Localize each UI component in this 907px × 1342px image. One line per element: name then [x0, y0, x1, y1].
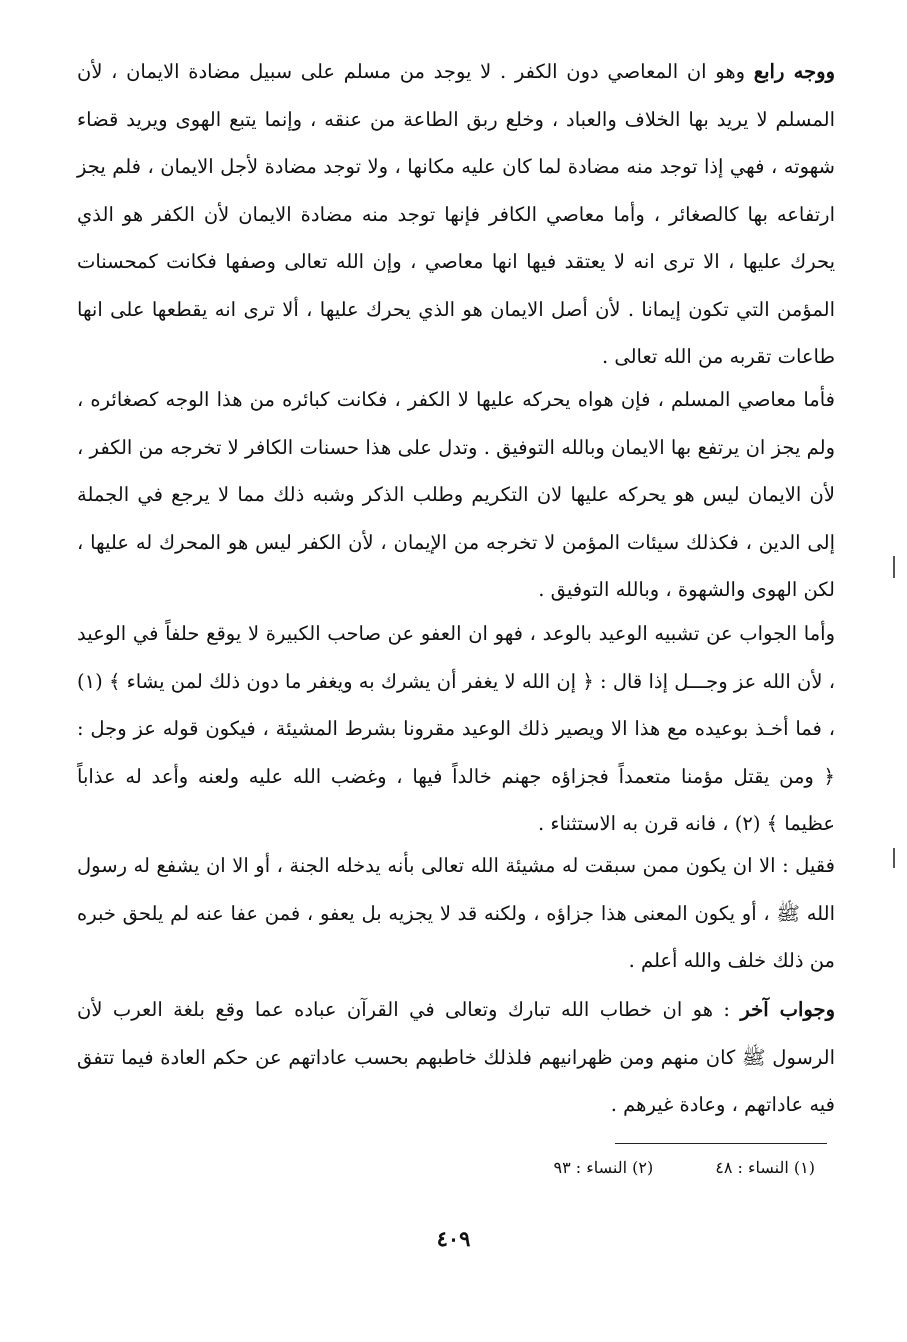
footnote-2: (٢) النساء : ٩٣ — [553, 1158, 654, 1177]
paragraph-5 — [77, 986, 835, 1129]
paragraph-3 — [77, 610, 835, 848]
paragraph-text: فقيل : الا ان يكون ممن سبقت له مشيئة الله تعالى بأنه يدخله الجنة ، أو الا ان يشفع له رسول الله ﷺ ، أو يكون المعنى هذا جزاؤه ، ولكنه قد لا يجزيه بل يعفو ، فمن عفا عنه لم يلحق خبره من ذلك خلف والله أعلم . — [77, 854, 835, 972]
footnotes — [554, 1158, 816, 1177]
paragraph-1 — [77, 48, 835, 381]
section-heading-another-answer: وجواب آخر — [740, 998, 835, 1021]
section-heading-fourth-aspect: ووجه رابع — [753, 60, 835, 83]
paragraph-text: وأما الجواب عن تشبيه الوعيد بالوعد ، فهو ان العفو عن صاحب الكبيرة لا يوقع حلفاً في الوعيد ، لأن الله عز وجـــل إذا قال : ﴿ إن الله لا يغفر أن يشرك به ويغفر ما دون ذلك لمن يشاء ﴾ (١) ، فما أخـذ بوعيده مع هذا الا ويصير ذلك الوعيد مقرونا بشرط المشيئة ، فيكون قوله عز وجل : ﴿ ومن يقتل مؤمنا متعمداً فجزاؤه جهنم خالداً فيها ، وغضب الله عليه ولعنه وأعد له عذاباً عظيما ﴾ (٢) ، فانه قرن به الاستثناء . — [77, 622, 835, 835]
margin-mark — [893, 556, 895, 578]
page-number: ٤٠٩ — [436, 1226, 471, 1251]
paragraph-text: فأما معاصي المسلم ، فإن هواه يحركه عليها لا الكفر ، فكانت كبائره من هذا الوجه كصغائره ، ولم يجز ان يرتفع بها الايمان وبالله التوفيق . وتدل على هذا حسنات الكافر لا تخرجه من الكفر ، لأن الايمان ليس هو يحركه عليها لان التكريم وطلب الذكر وشبه ذلك مما لا يرجع في الجملة إلى الدين ، فكذلك سيئات المؤمن لا تخرجه من الإيمان ، لأن الكفر ليس هو المحرك له عليها ، لكن الهوى والشهوة ، وبالله التوفيق . — [77, 388, 835, 601]
paragraph-text: وهو ان المعاصي دون الكفر . لا يوجد من مسلم على سبيل مضادة الايمان ، لأن المسلم لا يريد بها الخلاف والعباد ، وخلع ربق الطاعة من عنقه ، وإنما يتبع الهوى ويريد قضاء شهوته ، فهي إذا توجد منه مضادة لما كان عليه مكانها ، ولا توجد مضادة لأجل الايمان ، فلم يجز ارتفاعه بها كالصغائر ، وأما معاصي الكافر فإنها توجد منه مضادة الايمان لأن الكفر هو الذي يحرك عليها ، الا ترى انه لا يعتقد فيها انها معاصي ، وإن الله تعالى وصفها فكانت كمحسنات المؤمن التي تكون إيمانا . لأن أصل الايمان هو الذي يحرك عليها ، ألا ترى انه يقطعها على انها طاعات تقربه من الله تعالى . — [77, 60, 835, 368]
footnote-divider — [615, 1143, 827, 1144]
margin-mark — [893, 848, 895, 868]
paragraph-2 — [77, 376, 835, 614]
footnote-1: (١) النساء : ٤٨ — [715, 1158, 815, 1177]
paragraph-4 — [77, 842, 835, 985]
paragraph-text: : هو ان خطاب الله تبارك وتعالى في القرآن عباده عما وقع بلغة العرب لأن الرسول ﷺ كان منهم ومن ظهرانيهم فلذلك خاطبهم بحسب عاداتهم عن حكم العادة فيما تتفق فيه عاداتهم ، وعادة غيرهم . — [77, 998, 835, 1116]
